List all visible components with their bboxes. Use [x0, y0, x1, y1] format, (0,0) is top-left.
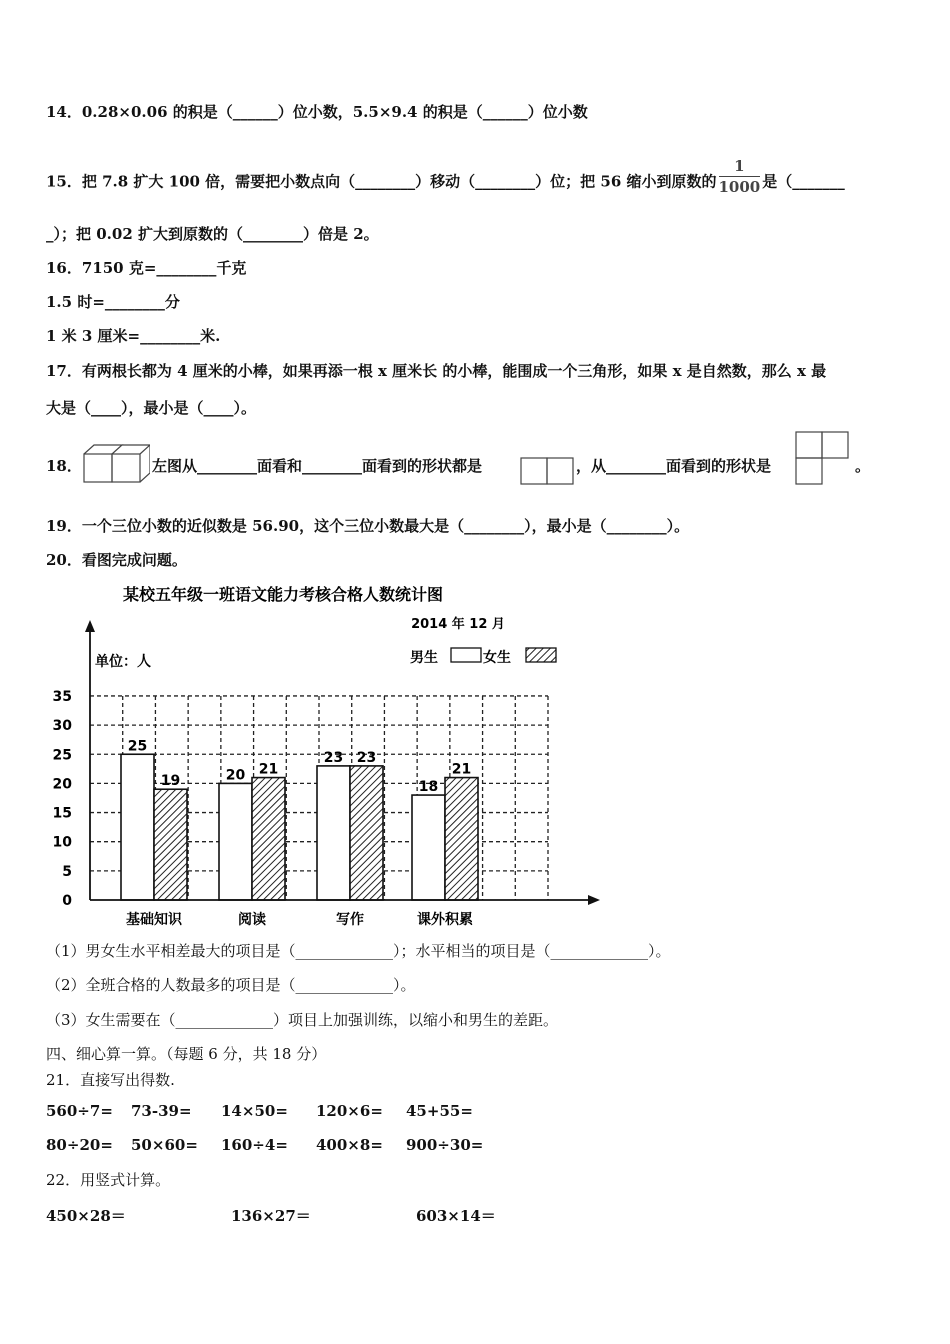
question-15-part1: 15．把 7.8 扩大 100 倍，需要把小数点向（________）移动（________）位；把 56 缩小到原数的	[46, 172, 717, 191]
chart-title: 某校五年级一班语文能力考核合格人数统计图	[122, 585, 444, 604]
data-label: 23	[323, 749, 344, 766]
data-label: 20	[225, 767, 246, 784]
calc-item: 45+55=	[406, 1102, 473, 1120]
vertical-calc-item: 136×27＝	[231, 1207, 311, 1225]
question-15	[46, 157, 845, 203]
bar-boys	[121, 754, 154, 900]
y-tick-label: 30	[52, 718, 72, 735]
bar-boys	[219, 783, 252, 900]
calc-item: 900÷30=	[406, 1136, 484, 1154]
data-label: 21	[451, 761, 472, 778]
y-tick-label: 10	[52, 834, 72, 851]
y-tick-label: 25	[52, 747, 72, 764]
view-shape-two-squares	[520, 456, 574, 486]
bar-girls	[154, 789, 187, 900]
legend-boys-swatch	[451, 648, 481, 662]
y-tick-label: 5	[62, 863, 72, 880]
legend-girls-label: 女生	[483, 650, 511, 666]
calc-item: 160÷4=	[221, 1136, 288, 1154]
question-15-cont: _）；把 0.02 扩大到原数的（________）倍是 2。	[46, 225, 379, 243]
fraction-denominator: 1000	[718, 178, 761, 196]
bar-boys	[317, 766, 350, 900]
calc-item: 73-39=	[131, 1102, 192, 1120]
calc-item: 400×8=	[316, 1136, 383, 1154]
bar-girls	[252, 778, 285, 900]
y-tick-label: 35	[52, 688, 72, 705]
question-20-sub3: （3）女生需要在（_____________）项目上加强训练，以缩小和男生的差距。	[46, 1011, 559, 1029]
y-tick-label: 15	[52, 805, 72, 822]
vertical-calc-item: 603×14＝	[416, 1207, 496, 1225]
question-18-text2: ，从________面看到的形状是	[576, 457, 772, 475]
question-14: 14．0.28×0.06 的积是（______）位小数，5.5×9.4 的积是（______）位小数	[46, 103, 588, 121]
legend-girls-swatch	[526, 648, 556, 662]
cube-figure	[80, 442, 150, 486]
y-tick-label: 20	[52, 776, 72, 793]
question-20: 20．看图完成问题。	[46, 551, 187, 569]
y-axis-arrow	[85, 620, 95, 632]
section-4-heading: 四、细心算一算。（每题 6 分，共 18 分）	[46, 1045, 327, 1063]
bar-chart	[40, 578, 620, 938]
question-21-title: 21．直接写出得数.	[46, 1071, 175, 1089]
calc-item: 80÷20=	[46, 1136, 113, 1154]
question-22-title: 22．用竖式计算。	[46, 1171, 171, 1189]
question-17-line2: 大是（____），最小是（____）。	[46, 399, 257, 417]
question-16-line1: 16．7150 克=________千克	[46, 259, 247, 277]
question-18-text1: 左图从________面看和________面看到的形状都是	[152, 457, 483, 475]
category-label: 写作	[336, 912, 364, 928]
question-18-text3: 。	[855, 457, 871, 475]
calc-item: 560÷7=	[46, 1102, 113, 1120]
bar-girls	[445, 778, 478, 900]
vertical-calc-item: 450×28＝	[46, 1207, 126, 1225]
category-label: 阅读	[238, 912, 266, 928]
question-16-line3: 1 米 3 厘米=________米.	[46, 327, 221, 345]
calc-item: 120×6=	[316, 1102, 383, 1120]
fraction-numerator: 1	[719, 156, 761, 177]
question-20-sub2: （2）全班合格的人数最多的项目是（_____________）。	[46, 976, 416, 994]
data-label: 18	[418, 779, 439, 796]
calc-item: 14×50=	[221, 1102, 288, 1120]
legend-boys-label: 男生	[410, 650, 438, 666]
question-19: 19．一个三位小数的近似数是 56.90，这个三位小数最大是（________），最小是（________）。	[46, 517, 690, 535]
question-20-sub1: （1）男女生水平相差最大的项目是（_____________）；水平相当的项目是（_____________）。	[46, 942, 671, 960]
category-label: 课外积累	[417, 912, 473, 928]
chart-subtitle: 2014 年 12 月	[411, 617, 505, 632]
data-label: 21	[258, 761, 279, 778]
fraction	[719, 156, 761, 197]
question-15-part2: 是（_______	[762, 172, 845, 191]
question-16-line2: 1.5 时=________分	[46, 293, 180, 311]
question-17-line1: 17．有两根长都为 4 厘米的小棒，如果再添一根 x 厘米长 的小棒，能围成一个三角形，如果 x 是自然数，那么 x 最	[46, 362, 827, 380]
view-shape-l-squares	[794, 430, 852, 488]
data-label: 23	[356, 749, 377, 766]
chart-unit-label: 单位：人	[95, 654, 151, 670]
calc-item: 50×60=	[131, 1136, 198, 1154]
data-label: 19	[160, 773, 181, 790]
data-label: 25	[127, 738, 148, 755]
x-axis-arrow	[588, 895, 600, 905]
y-tick-label: 0	[62, 893, 72, 909]
question-18-num: 18．	[46, 457, 82, 475]
bar-girls	[350, 766, 383, 900]
bar-boys	[412, 795, 445, 900]
category-label: 基础知识	[126, 912, 182, 928]
